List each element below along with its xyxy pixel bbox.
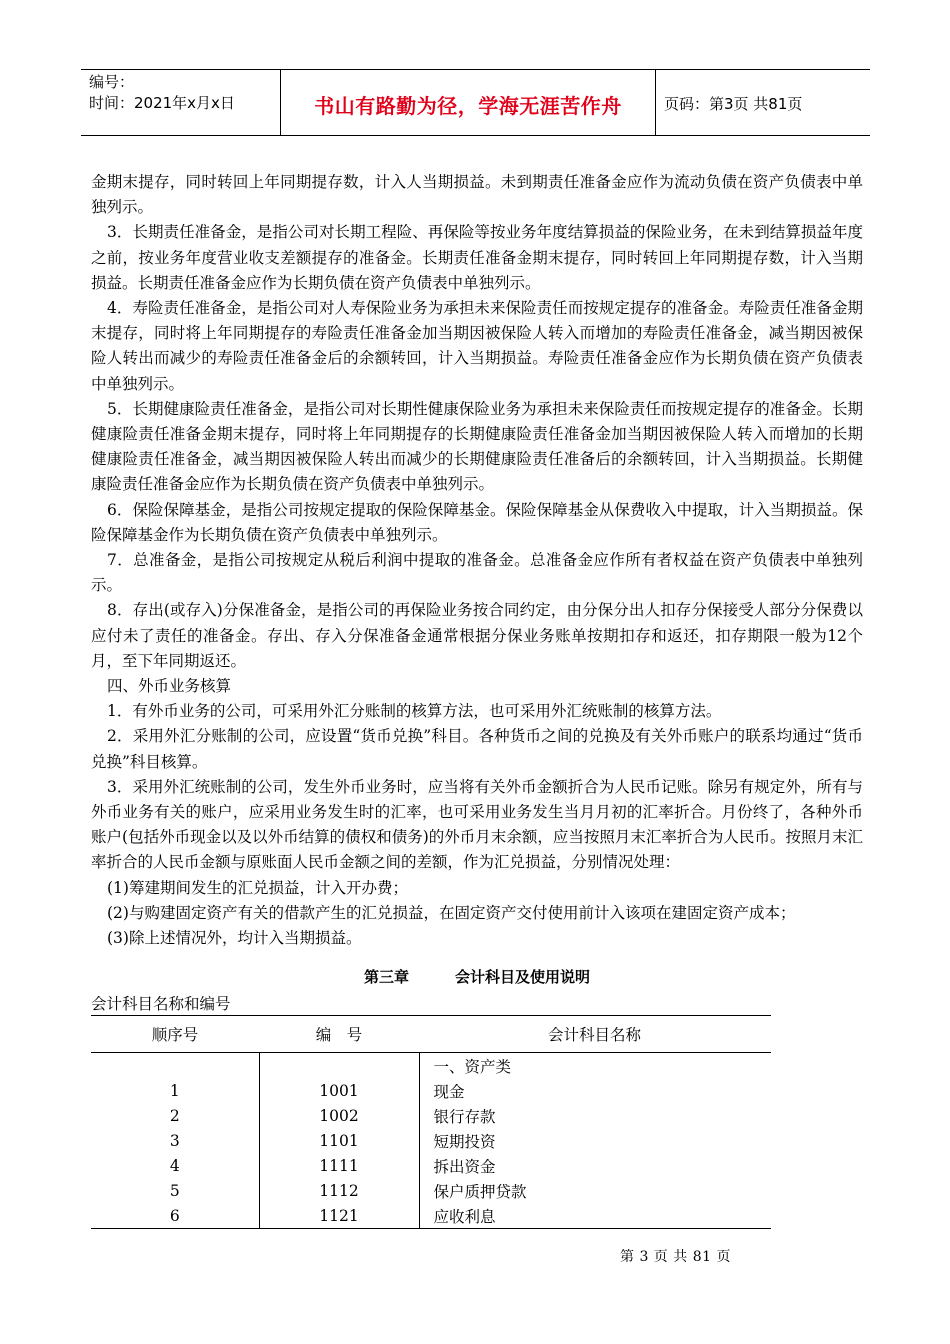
page-footer: 第 3 页 共 81 页 (620, 1249, 731, 1265)
accounts-table (91, 1015, 771, 1229)
table-header-row (91, 1016, 771, 1053)
cell-seq: 4 (169, 1156, 180, 1175)
cell-seq: 5 (169, 1181, 180, 1200)
paragraph: 金期末提存，同时转回上年同期提存数，计入人当期损益。未到期责任准备金应作为流动负债在资产负债表中单独列示。 (91, 173, 863, 217)
table-row (91, 1103, 771, 1128)
chapter-name: 会计科目及使用说明 (455, 968, 591, 986)
cell-account-name: 应收利息 (419, 1203, 771, 1229)
page-header (81, 69, 870, 136)
header-meta (81, 70, 281, 135)
paragraph: 1．有外币业务的公司，可采用外汇分账制的核算方法，也可采用外汇统账制的核算方法。 (107, 702, 722, 721)
cell-account-name: 保户质押贷款 (433, 1182, 527, 1201)
section-heading: 四、外币业务核算 (107, 677, 232, 696)
cell-code: 1111 (259, 1153, 419, 1178)
cell-account-name: 拆出资金 (433, 1157, 496, 1176)
section-label: 一、资产类 (433, 1057, 512, 1076)
cell-seq: 3 (169, 1131, 180, 1150)
table-row (91, 1153, 771, 1178)
cell-code: 1002 (259, 1103, 419, 1128)
paragraph: 3．长期责任准备金，是指公司对长期工程险、再保险等按业务年度结算损益的保险业务，在未到结算损益年度之前，按业务年度营业收支差额提存的准备金。长期责任准备金期末提存，同时转回上年同期提存数，计入当期损益。长期责任准备金应作为长期负债在资产负债表中单独列示。 (91, 223, 863, 292)
time-label: 时间：2021年x月x日 (89, 94, 235, 112)
header-account-name: 会计科目名称 (419, 1016, 771, 1053)
paragraph: 2．采用外汇分账制的公司，应设置“货币兑换”科目。各种货币之间的兑换及有关外币账户的联系均通过“货币兑换”科目核算。 (91, 727, 863, 771)
table-row (91, 1128, 771, 1153)
table-row (91, 1203, 771, 1229)
table-section-row (91, 1053, 771, 1079)
cell-code: 1121 (259, 1203, 419, 1229)
list-item: (1)筹建期间发生的汇兑损益，计入开办费； (107, 878, 408, 897)
table-row (91, 1178, 771, 1203)
cell-account-name: 银行存款 (433, 1107, 496, 1126)
cell-seq: 2 (169, 1106, 180, 1125)
paragraph: 3．采用外汇统账制的公司，发生外币业务时，应当将有关外币金额折合为人民币记账。除另有规定外，所有与外币业务有关的账户，应采用业务发生时的汇率，也可采用业务发生当月月初的汇率折合。月份终了，各种外币账户(包括外币现金以及以外币结算的债权和债务)的外币月末余额，应当按照月末汇率折合为人民币。按照月末汇率折合的人民币金额与原账面人民币金额之间的差额，作为汇兑损益，分别情况处理： (91, 777, 863, 872)
cell-account-name: 短期投资 (433, 1132, 496, 1151)
cell-code: 1101 (259, 1128, 419, 1153)
chapter-title (91, 966, 863, 987)
list-item: (3)除上述情况外，均计入当期损益。 (107, 929, 362, 948)
header-code: 编 号 (259, 1016, 419, 1053)
paragraph: 7．总准备金，是指公司按规定从税后利润中提取的准备金。总准备金应作所有者权益在资产负债表中单独列示。 (91, 551, 863, 595)
header-page-label: 页码：第3页 共81页 (664, 95, 803, 113)
body-text (91, 170, 863, 951)
header-seq: 顺序号 (91, 1016, 259, 1053)
cell-code: 1001 (259, 1078, 419, 1103)
table-caption: 会计科目名称和编号 (91, 995, 231, 1013)
paragraph: 8．存出(或存入)分保准备金，是指公司的再保险业务按合同约定，由分保分出人扣存分保接受人部分分保费以应付未了责任的准备金。存出、存入分保准备金通常根据分保业务账单按期扣存和返还，扣存期限一般为12个月，至下年同期返还。 (91, 601, 863, 670)
cell-account-name: 现金 (433, 1082, 465, 1101)
header-motto: 书山有路勤为径，学海无涯苦作舟 (281, 70, 656, 135)
paragraph: 4．寿险责任准备金，是指公司对人寿保险业务为承担未来保险责任而按规定提存的准备金。寿险责任准备金期末提存，同时将上年同期提存的寿险责任准备金加当期因被保险人转入而增加的寿险责任准备金，减当期因被保险人转出而减少的寿险责任准备金后的余额转回，计入当期损益。寿险责任准备金应作为长期负债在资产负债表中单独列示。 (91, 299, 863, 393)
paragraph: 6．保险保障基金，是指公司按规定提取的保险保障基金。保险保障基金从保费收入中提取，计入当期损益。保险保障基金作为长期负债在资产负债表中单独列示。 (91, 500, 863, 544)
chapter-number: 第三章 (363, 968, 409, 986)
cell-code: 1112 (259, 1178, 419, 1203)
list-item: (2)与购建固定资产有关的借款产生的汇兑损益，在固定资产交付使用前计入该项在建固定资产成本； (107, 903, 796, 922)
cell-seq: 1 (169, 1081, 180, 1100)
number-label: 编号： (89, 73, 135, 91)
cell-seq: 6 (91, 1203, 259, 1229)
table-row (91, 1078, 771, 1103)
paragraph: 5．长期健康险责任准备金，是指公司对长期性健康保险业务为承担未来保险责任而按规定提存的准备金。长期健康险责任准备金期末提存，同时将上年同期提存的长期健康险责任准备金加当期因被保险人转入而增加的长期健康险责任准备金，减当期因被保险人转出而减少的长期健康险责任准备后的余额转回，计入当期损益。长期健康险责任准备金应作为长期负债在资产负债表中单独列示。 (91, 399, 863, 494)
